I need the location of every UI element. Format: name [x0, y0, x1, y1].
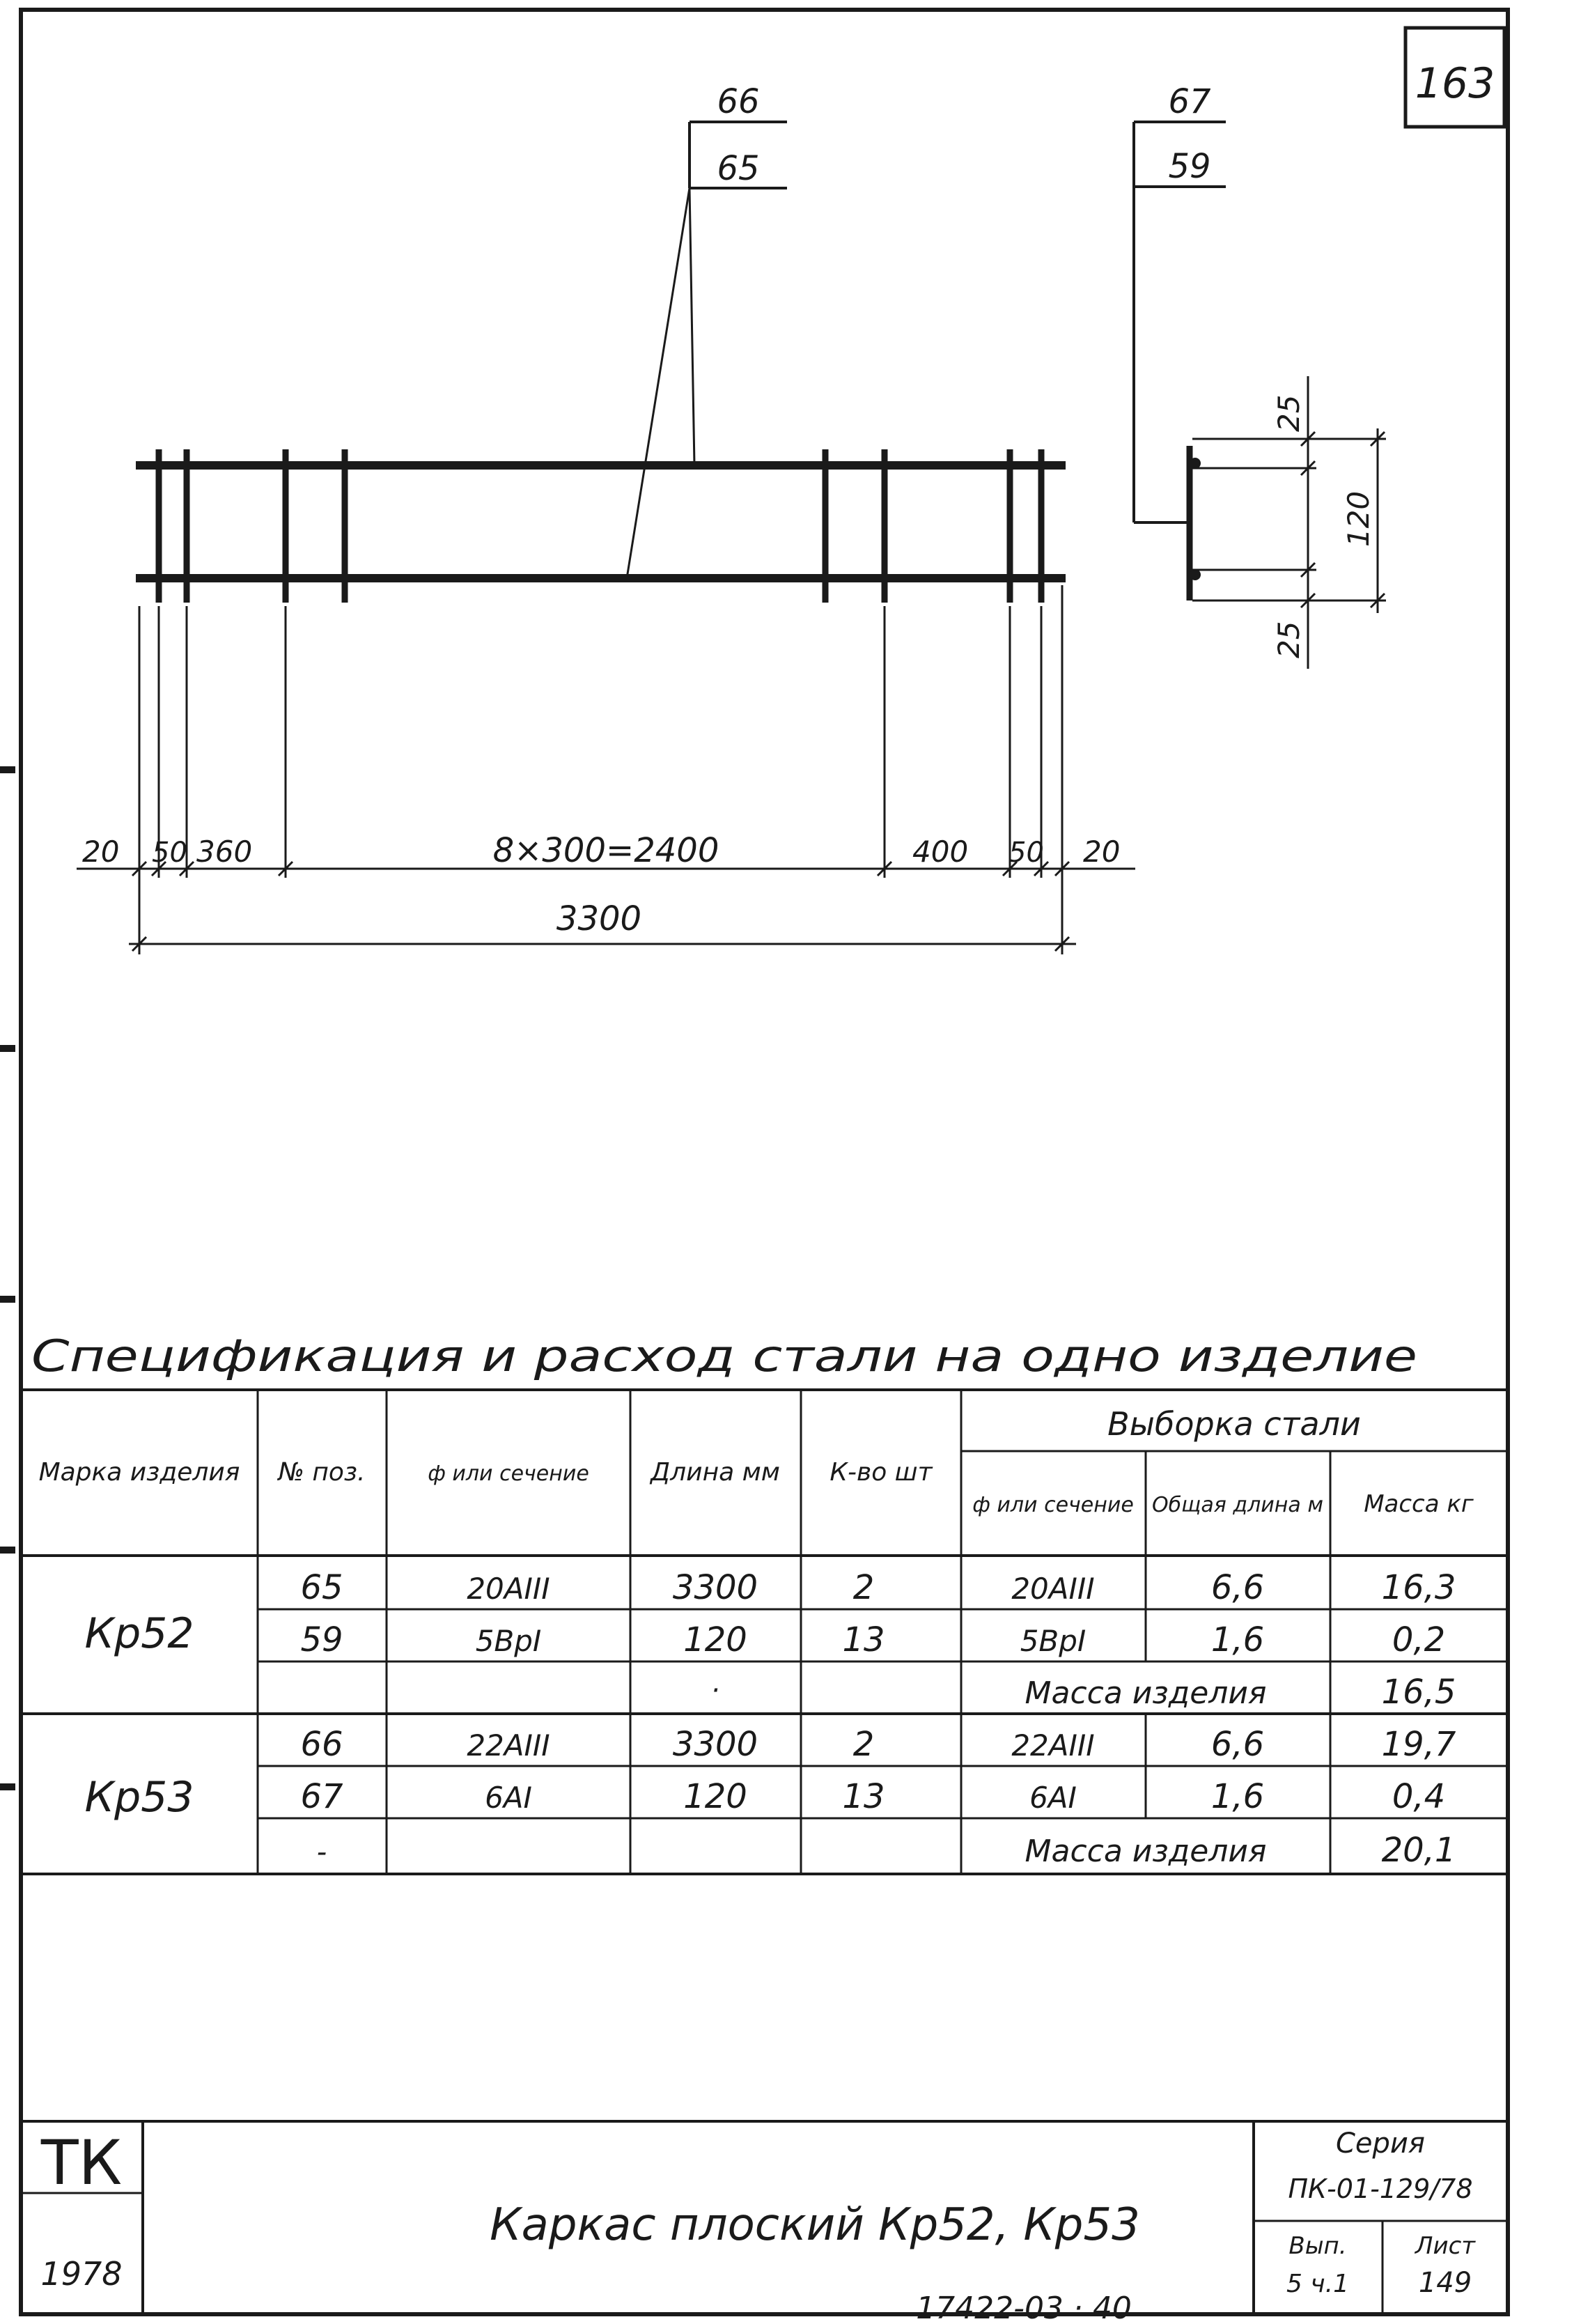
- dim-50-left: 50: [152, 837, 187, 869]
- row-67-length: 120: [683, 1777, 747, 1816]
- header-section: ф или сечение: [428, 1462, 589, 1486]
- row-65-s-mass: 16,3: [1381, 1568, 1456, 1607]
- header-mark: Марка изделия: [38, 1458, 240, 1487]
- leader-top-label-2: 65: [717, 149, 760, 188]
- drawing-frame: [21, 10, 1508, 2314]
- row-59-s-mass: 0,2: [1392, 1620, 1446, 1659]
- kr53-blank-mark: -: [316, 1836, 327, 1868]
- section-dim-25-top: 25: [1272, 394, 1306, 432]
- row-59-pos: 59: [300, 1620, 343, 1659]
- row-59-qty: 13: [842, 1620, 885, 1659]
- dim-total: 3300: [556, 899, 642, 938]
- row-59-s-section: 5BpI: [1020, 1624, 1087, 1658]
- header-length: Длина мм: [651, 1458, 780, 1487]
- row-67-section: 6AI: [485, 1781, 532, 1815]
- row-66-length: 3300: [672, 1725, 758, 1764]
- kr53-total-mass: 20,1: [1381, 1831, 1456, 1870]
- dim-400: 400: [912, 835, 969, 869]
- dim-20-right: 20: [1083, 835, 1121, 869]
- header-qty: К-во шт: [830, 1458, 933, 1487]
- row-65-s-length: 6,6: [1210, 1568, 1265, 1607]
- kr52-total-label: Масса изделия: [1025, 1675, 1267, 1711]
- sheet-label: Лист: [1415, 2232, 1476, 2260]
- dim-20-left: 20: [82, 835, 120, 869]
- dim-50-right: 50: [1008, 837, 1044, 869]
- row-65-qty: 2: [852, 1568, 875, 1607]
- row-66-qty: 2: [852, 1725, 875, 1764]
- row-59-section: 5BpI: [475, 1624, 542, 1658]
- footer-code: 17422-03 · 40: [916, 2291, 1132, 2324]
- row-66-s-section: 22AIII: [1011, 1728, 1095, 1763]
- section-view: [1134, 122, 1386, 669]
- series-label: Серия: [1336, 2128, 1425, 2160]
- row-59-s-length: 1,6: [1210, 1620, 1265, 1659]
- kr52-total-mass: 16,5: [1381, 1673, 1456, 1712]
- header-sample-section: ф или сечение: [972, 1493, 1134, 1517]
- document-name: Каркас плоский Кр52, Кр53: [490, 2199, 1140, 2251]
- mark-kr53: Кр53: [84, 1773, 194, 1822]
- row-67-s-mass: 0,4: [1392, 1777, 1446, 1816]
- sheet-index: 149: [1418, 2267, 1472, 2299]
- frame-front-view: [136, 449, 1066, 603]
- leader-side-label-2: 59: [1168, 147, 1211, 186]
- row-65-s-section: 20AIII: [1011, 1572, 1095, 1606]
- row-59-length: 120: [683, 1620, 747, 1659]
- row-66-pos: 66: [300, 1725, 343, 1764]
- row-67-s-length: 1,6: [1210, 1777, 1265, 1816]
- leader-side-label-1: 67: [1168, 82, 1211, 121]
- row-65-pos: 65: [300, 1568, 343, 1607]
- row-66-s-mass: 19,7: [1381, 1725, 1456, 1764]
- header-sample: Выборка стали: [1107, 1405, 1361, 1443]
- header-mass: Масса кг: [1364, 1490, 1474, 1518]
- dim-spacing: 8×300=2400: [492, 831, 719, 870]
- row-65-section: 20AIII: [467, 1572, 550, 1606]
- header-total-length: Общая длина м: [1152, 1493, 1323, 1517]
- row-66-section: 22AIII: [467, 1728, 550, 1763]
- mark-kr52: Кр52: [84, 1609, 194, 1658]
- row-67-qty: 13: [842, 1777, 885, 1816]
- org-code: ТК: [40, 2127, 123, 2199]
- header-pos: № поз.: [278, 1458, 366, 1487]
- leader-top-label-1: 66: [717, 82, 760, 121]
- dim-360: 360: [196, 835, 253, 869]
- kr52-blank-mark: ·: [710, 1675, 720, 1707]
- row-67-pos: 67: [300, 1777, 343, 1816]
- series-number: ПК-01-129/78: [1288, 2174, 1473, 2204]
- year: 1978: [40, 2255, 123, 2293]
- spec-title: Спецификация и расход стали на одно изделие: [31, 1331, 1418, 1381]
- section-dim-25-bottom: 25: [1272, 621, 1306, 658]
- issue-label: Вып.: [1288, 2232, 1347, 2260]
- leader-top: [627, 122, 787, 578]
- sheet-number: 163: [1415, 59, 1495, 108]
- section-dim-120: 120: [1341, 490, 1376, 548]
- row-67-s-section: 6AI: [1029, 1781, 1077, 1815]
- row-65-length: 3300: [672, 1568, 758, 1607]
- row-66-s-length: 6,6: [1210, 1725, 1265, 1764]
- kr53-total-label: Масса изделия: [1025, 1834, 1267, 1869]
- issue-number: 5 ч.1: [1286, 2270, 1349, 2298]
